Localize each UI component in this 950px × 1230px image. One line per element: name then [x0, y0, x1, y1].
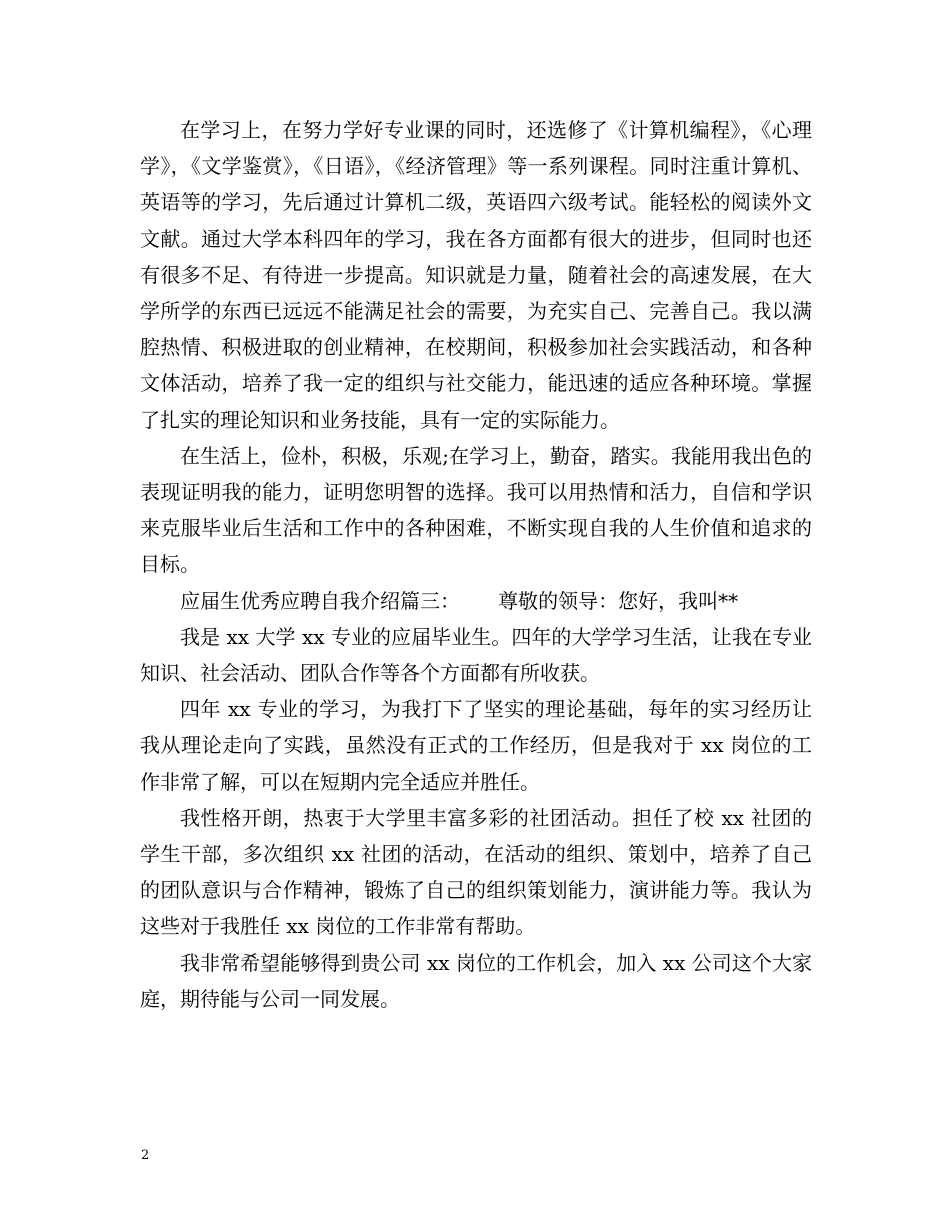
paragraph-introduction: 我是 xx 大学 xx 专业的应届毕业生。四年的大学学习生活，让我在专业知识、社会活动、团队合作等各个方面都有所收获。 [140, 624, 812, 686]
paragraph-life: 在生活上，俭朴，积极，乐观;在学习上，勤奋，踏实。我能用我出色的表现证明我的能力，证明您明智的选择。我可以用热情和活力，自信和学识来克服毕业后生活和工作中的各种困难，不断实现自我的人生价值和追求的目标。 [140, 443, 812, 577]
paragraph-personality: 我性格开朗，热衷于大学里丰富多彩的社团活动。担任了校 xx 社团的学生干部，多次组织 xx 社团的活动，在活动的组织、策划中，培养了自己的团队意识与合作精神，锻炼了自己的组织策划能力，演讲能力等。我认为这些对于我胜任 xx 岗位的工作非常有帮助。 [140, 805, 812, 939]
paragraph-section-heading: 应届生优秀应聘自我介绍篇三： 尊敬的领导：您好，我叫** [180, 588, 739, 613]
page-number: 2 [141, 1148, 150, 1163]
paragraph-major-study: 四年 xx 专业的学习，为我打下了坚实的理论基础，每年的实习经历让我从理论走向了实践，虽然没有正式的工作经历，但是我对于 xx 岗位的工作非常了解，可以在短期内完全适应并胜任。 [140, 697, 812, 794]
document-body [140, 112, 812, 1017]
paragraph-closing: 我非常希望能够得到贵公司 xx 岗位的工作机会，加入 xx 公司这个大家庭，期待能与公司一同发展。 [140, 950, 812, 1011]
paragraph-study: 在学习上，在努力学好专业课的同时，还选修了《计算机编程》，《心理学》，《文学鉴赏》，《日语》，《经济管理》等一系列课程。同时注重计算机、英语等的学习，先后通过计算机二级，英语四六级考试。能轻松的阅读外文文献。通过大学本科四年的学习，我在各方面都有很大的进步，但同时也还有很多不足、有待进一步提高。知识就是力量，随着社会的高速发展，在大学所学的东西已远远不能满足社会的需要，为充实自己、完善自己。我以满腔热情、积极进取的创业精神，在校期间，积极参加社会实践活动，和各种文体活动，培养了我一定的组织与社交能力，能迅速的适应各种环境。掌握了扎实的理论知识和业务技能，具有一定的实际能力。 [140, 118, 812, 432]
